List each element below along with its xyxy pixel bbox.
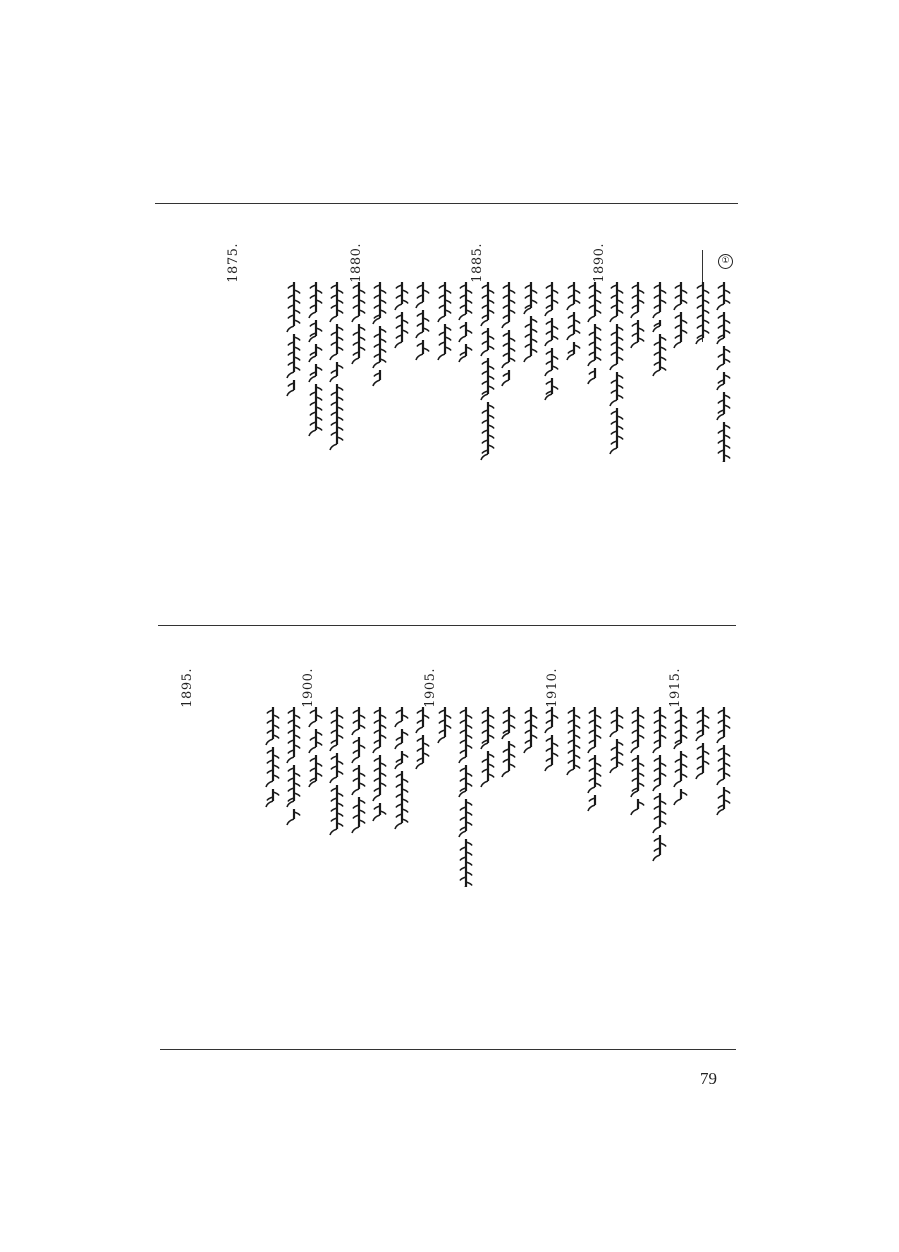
lower-line-number: 1910. [545,668,560,708]
text-column [694,707,712,887]
text-column [651,282,669,462]
text-column [285,707,303,887]
text-column [672,707,690,887]
upper-line-number: 1885. [470,243,485,283]
text-column [264,707,282,887]
text-column [629,707,647,887]
upper-line-number: 1880. [349,243,364,283]
text-column [371,282,389,462]
text-column [414,707,432,887]
text-column [543,282,561,462]
lower-line-number: 1915. [668,668,683,708]
text-column [565,707,583,887]
text-column [715,282,733,462]
text-column [629,282,647,462]
text-column [500,282,518,462]
middle-divider [158,625,736,626]
text-column [522,707,540,887]
top-divider [155,203,738,204]
text-column [393,282,411,462]
upper-line-number: 1875. [226,243,241,283]
text-column [307,707,325,887]
text-column [694,282,712,462]
text-column [651,707,669,887]
text-column [672,282,690,462]
text-column [350,707,368,887]
page-number: 79 [700,1069,717,1088]
text-column [715,707,733,887]
text-column [371,707,389,887]
text-column [608,282,626,462]
text-column [565,282,583,462]
text-column [586,282,604,462]
footnote-marker: ① [718,254,733,269]
lower-line-number: 1895. [180,668,195,708]
text-column [328,707,346,887]
text-column [543,707,561,887]
text-column [285,282,303,462]
text-column [586,707,604,887]
lower-line-number: 1900. [301,668,316,708]
text-column [414,282,432,462]
text-column [500,707,518,887]
lower-line-number: 1905. [423,668,438,708]
upper-line-number: 1890. [592,243,607,283]
text-column [307,282,325,462]
bottom-divider [160,1049,736,1050]
text-column [436,707,454,887]
text-column [479,282,497,462]
text-column [328,282,346,462]
text-column [522,282,540,462]
text-column [436,282,454,462]
text-column [457,707,475,887]
text-column [608,707,626,887]
text-column [350,282,368,462]
text-column [479,707,497,887]
text-column [393,707,411,887]
text-column [457,282,475,462]
